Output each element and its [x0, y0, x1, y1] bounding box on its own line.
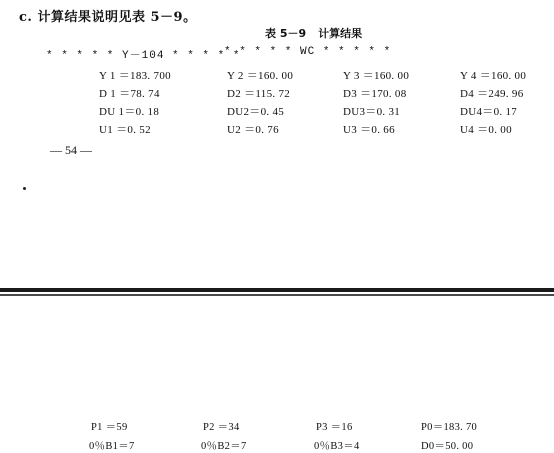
table-cell: Y 2 ＝160. 00: [227, 70, 294, 82]
table-cell: Y 4 ＝160. 00: [460, 70, 527, 82]
table-cell: U1 ＝0. 52: [99, 124, 151, 136]
table-cell: U4 ＝0. 00: [460, 124, 512, 136]
table-cell: 0％B1＝7: [89, 441, 135, 452]
table-cell: U3 ＝0. 66: [343, 124, 395, 136]
table-cell: P3 ＝16: [316, 422, 353, 433]
stray-dot: [23, 187, 26, 190]
page-divider: [0, 288, 554, 292]
table-cell: 0％B2＝7: [201, 441, 247, 452]
table-cell: P2 ＝34: [203, 422, 240, 433]
table-cell: DU2＝0. 45: [227, 106, 285, 118]
table-cell: U2 ＝0. 76: [227, 124, 279, 136]
table-caption-title: 计算结果: [318, 27, 363, 40]
table-cell: Y 3 ＝160. 00: [343, 70, 410, 82]
table-cell: DU4＝0. 17: [460, 106, 518, 118]
table-cell: P0＝183. 70: [421, 422, 478, 433]
page-divider-thin: [0, 294, 554, 296]
table-cell: D3 ＝170. 08: [343, 88, 407, 100]
table-cell: D2 ＝115. 72: [227, 88, 291, 100]
table-cell: 0％B3＝4: [314, 441, 360, 452]
table-caption: [265, 25, 362, 41]
table-cell: Y 1 ＝183. 700: [99, 70, 171, 82]
table-cell: D4 ＝249. 96: [460, 88, 524, 100]
intro-text: c. 计算结果说明见表 5－9。: [19, 10, 197, 25]
table-cell: D0＝50. 00: [421, 441, 474, 452]
table-cell: P1 ＝59: [91, 422, 128, 433]
page-number: — 54 —: [50, 143, 92, 157]
table-cell: DU3＝0. 31: [343, 106, 401, 118]
table-caption-number: 表 5－9: [265, 27, 307, 40]
table-header-right: * * * * * WC * * * * *: [224, 46, 392, 58]
table-cell: DU 1＝0. 18: [99, 106, 160, 118]
table-cell: D 1 ＝78. 74: [99, 88, 160, 100]
table-header-left: * * * * * Y－104 * * * * *: [46, 50, 241, 62]
